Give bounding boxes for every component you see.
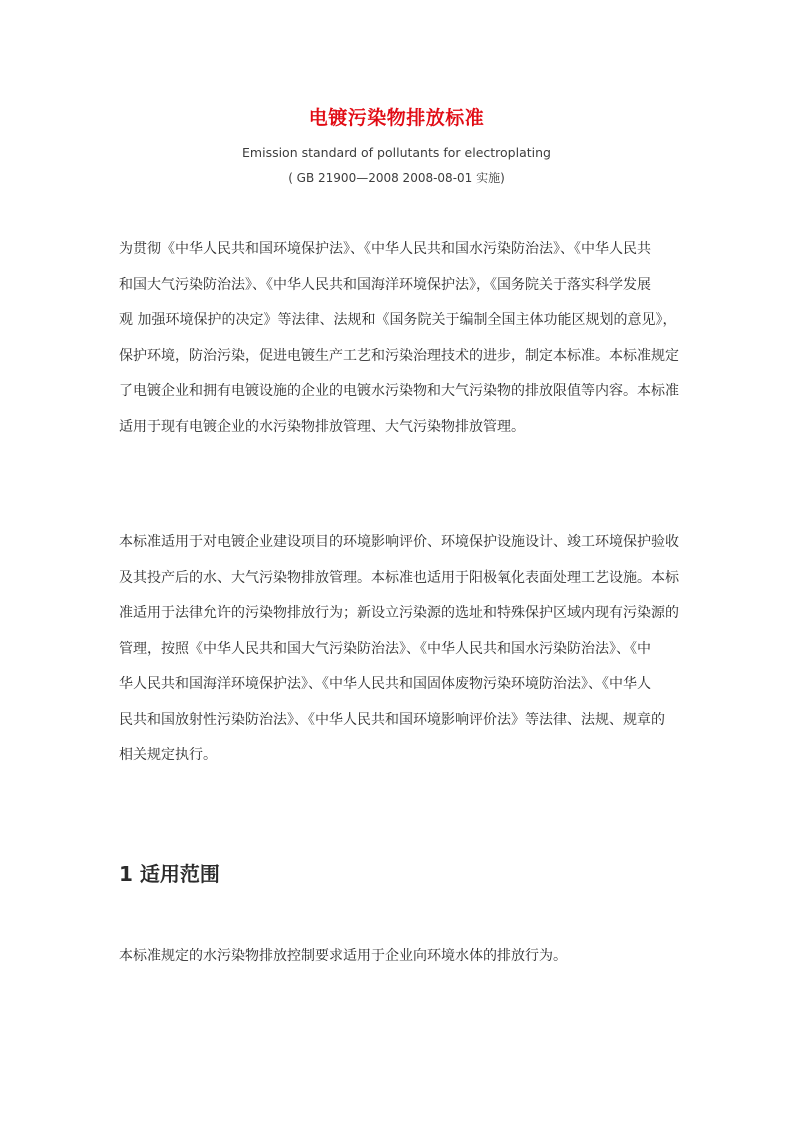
paragraph-line: 本标准适用于对电镀企业建设项目的环境影响评价、环境保护设施设计、竣工环境保护验收 (119, 534, 679, 550)
scope-note-paragraph (119, 525, 679, 774)
document-meta: ( GB 21900—2008 2008-08-01 实施) (288, 171, 505, 185)
paragraph-line: 本标准规定的水污染物排放控制要求适用于企业向环境水体的排放行为。 (119, 948, 567, 964)
paragraph-line: 了电镀企业和拥有电镀设施的企业的电镀水污染物和大气污染物的排放限值等内容。本标准 (119, 383, 679, 399)
paragraph-line: 准适用于法律允许的污染物排放行为；新设立污染源的选址和特殊保护区域内现有污染源的 (119, 605, 679, 621)
document-subtitle: Emission standard of pollutants for electroplating (242, 145, 551, 160)
paragraph-line: 民共和国放射性污染防治法》、《中华人民共和国环境影响评价法》等法律、法规、规章的 (119, 711, 665, 728)
paragraph-line: 为贯彻《中华人民共和国环境保护法》、《中华人民共和国水污染防治法》、《中华人民共 (119, 241, 651, 257)
paragraph-line: 及其投产后的水、大气污染物排放管理。本标准也适用于阳极氧化表面处理工艺设施。本标 (119, 569, 679, 586)
paragraph-line: 相关规定执行。 (119, 747, 217, 763)
document-title: 电镀污染物排放标准 (308, 107, 485, 129)
section-heading-scope: 1 适用范围 (119, 862, 220, 886)
paragraph-line: 适用于现有电镀企业的水污染物排放管理、大气污染物排放管理。 (119, 418, 525, 435)
paragraph-line: 和国大气污染防治法》、《中华人民共和国海洋环境保护法》，《国务院关于落实科学发展 (119, 276, 651, 293)
section1-paragraph (119, 939, 679, 975)
paragraph-line: 管理，按照《中华人民共和国大气污染防治法》、《中华人民共和国水污染防治法》、《中 (119, 640, 651, 657)
paragraph-line: 观 加强环境保护的决定》等法律、法规和《国务院关于编制全国主体功能区规划的意见》， (119, 312, 677, 328)
paragraph-line: 华人民共和国海洋环境保护法》、《中华人民共和国固体废物污染环境防治法》、《中华人 (119, 676, 651, 692)
paragraph-line: 保护环境，防治污染，促进电镀生产工艺和污染治理技术的进步，制定本标准。本标准规定 (119, 347, 679, 364)
intro-paragraph (119, 232, 679, 445)
